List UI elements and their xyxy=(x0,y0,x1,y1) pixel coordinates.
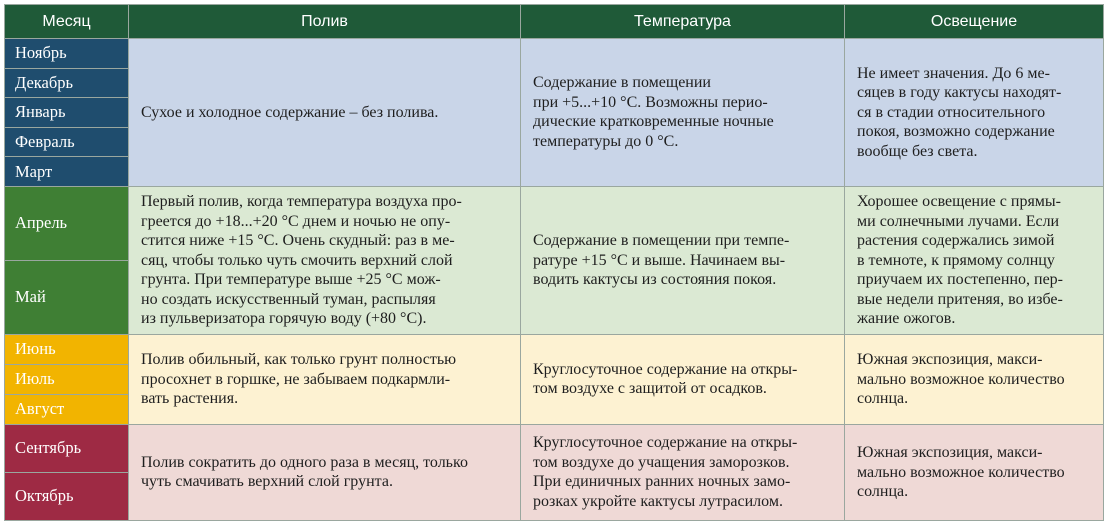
month-cell: Декабрь xyxy=(5,68,129,98)
month-cell: Май xyxy=(5,260,129,334)
text-line: том воздухе до учащения заморозков. xyxy=(533,453,790,471)
text-line: розках укройте кактусы лутрасилом. xyxy=(533,492,783,510)
month-cell: Ноябрь xyxy=(5,39,129,69)
header-watering: Полив xyxy=(129,5,521,39)
text-line: Южная экспозиция, макси- xyxy=(857,351,1043,369)
text-line: покоя, возможно содержание xyxy=(857,123,1055,141)
text-line: вообще без света. xyxy=(857,142,978,160)
text-line: ся в стадии относительного xyxy=(857,103,1046,121)
text-line: Не имеет значения. До 6 ме- xyxy=(857,64,1050,82)
text-line: мально возможное количество xyxy=(857,463,1065,481)
cactus-care-table xyxy=(4,4,1104,521)
text-line: вать растения. xyxy=(141,390,239,408)
text-line: ми солнечными лучами. Если xyxy=(857,212,1060,230)
text-line: из пульверизатора горячую воду (+80 °С). xyxy=(141,310,427,328)
text-line: сяцев в году кактусы находят- xyxy=(857,84,1062,102)
text-line: чуть смачивать верхний слой грунта. xyxy=(141,473,393,491)
table-row xyxy=(5,424,1104,472)
text-line: При единичных ранних ночных замо- xyxy=(533,473,791,491)
month-cell: Октябрь xyxy=(5,472,129,520)
text-line: растения содержались зимой xyxy=(857,232,1055,250)
text-line: греется до +18...+20 °С днем и ночью не опу- xyxy=(141,212,451,230)
text-line: просохнет в горшке, не забываем подкармли- xyxy=(141,370,451,388)
text-line: солнца. xyxy=(857,483,909,501)
header-lighting: Освещение xyxy=(845,5,1104,39)
text-line: при +5...+10 °С. Возможны перио- xyxy=(533,93,768,111)
text-line: Сухое и холодное содержание – без полива. xyxy=(141,103,439,121)
text-line: вые недели притеняя, во избе- xyxy=(857,290,1063,308)
month-cell: Июнь xyxy=(5,334,129,364)
temperature-cell xyxy=(521,334,845,424)
month-cell: Март xyxy=(5,157,129,187)
text-line: приучаем их постепенно, пер- xyxy=(857,271,1063,289)
lighting-cell xyxy=(845,39,1104,187)
header-row xyxy=(5,5,1104,39)
text-line: Круглосуточное содержание на откры- xyxy=(533,360,798,378)
text-line: температуры до 0 °С. xyxy=(533,132,679,150)
month-cell: Июль xyxy=(5,364,129,394)
text-line: том воздухе с защитой от осадков. xyxy=(533,380,767,398)
text-line: стится ниже +15 °С. Очень скудный: раз в ме- xyxy=(141,232,455,250)
text-line: ратуре +15 °С и выше. Начинаем вы- xyxy=(533,251,786,269)
text-line: Содержание в помещении при темпе- xyxy=(533,232,790,250)
text-line: Первый полив, когда температура воздуха про- xyxy=(141,193,462,211)
text-line: Полив обильный, как только грунт полностью xyxy=(141,351,457,369)
month-cell: Август xyxy=(5,394,129,424)
text-line: Хорошее освещение с прямы- xyxy=(857,193,1062,211)
month-cell: Сентябрь xyxy=(5,424,129,472)
watering-cell xyxy=(129,186,521,334)
watering-cell xyxy=(129,334,521,424)
watering-cell xyxy=(129,424,521,520)
text-line: Круглосуточное содержание на откры- xyxy=(533,434,798,452)
temperature-cell xyxy=(521,186,845,334)
text-line: жание ожогов. xyxy=(857,310,956,328)
text-line: в темноте, к прямому солнцу xyxy=(857,251,1055,269)
month-cell: Январь xyxy=(5,98,129,128)
temperature-cell xyxy=(521,39,845,187)
text-line: Содержание в помещении xyxy=(533,74,711,92)
lighting-cell xyxy=(845,334,1104,424)
text-line: но создать искусственный туман, распыляя xyxy=(141,290,436,308)
month-cell: Апрель xyxy=(5,186,129,260)
table-row xyxy=(5,39,1104,69)
temperature-cell xyxy=(521,424,845,520)
table-row xyxy=(5,334,1104,364)
text-line: сяц, чтобы только чуть смочить верхний слой xyxy=(141,251,453,269)
text-line: Южная экспозиция, макси- xyxy=(857,444,1043,462)
lighting-cell xyxy=(845,186,1104,334)
watering-cell xyxy=(129,39,521,187)
text-line: солнца. xyxy=(857,390,909,408)
header-month: Месяц xyxy=(5,5,129,39)
lighting-cell xyxy=(845,424,1104,520)
text-line: Полив сократить до одного раза в месяц, только xyxy=(141,453,468,471)
header-temperature: Температура xyxy=(521,5,845,39)
text-line: дические кратковременные ночные xyxy=(533,113,774,131)
month-cell: Февраль xyxy=(5,127,129,157)
text-line: мально возможное количество xyxy=(857,370,1065,388)
text-line: грунта. При температуре выше +25 °С мож- xyxy=(141,271,441,289)
text-line: водить кактусы из состояния покоя. xyxy=(533,271,777,289)
table-row xyxy=(5,186,1104,260)
